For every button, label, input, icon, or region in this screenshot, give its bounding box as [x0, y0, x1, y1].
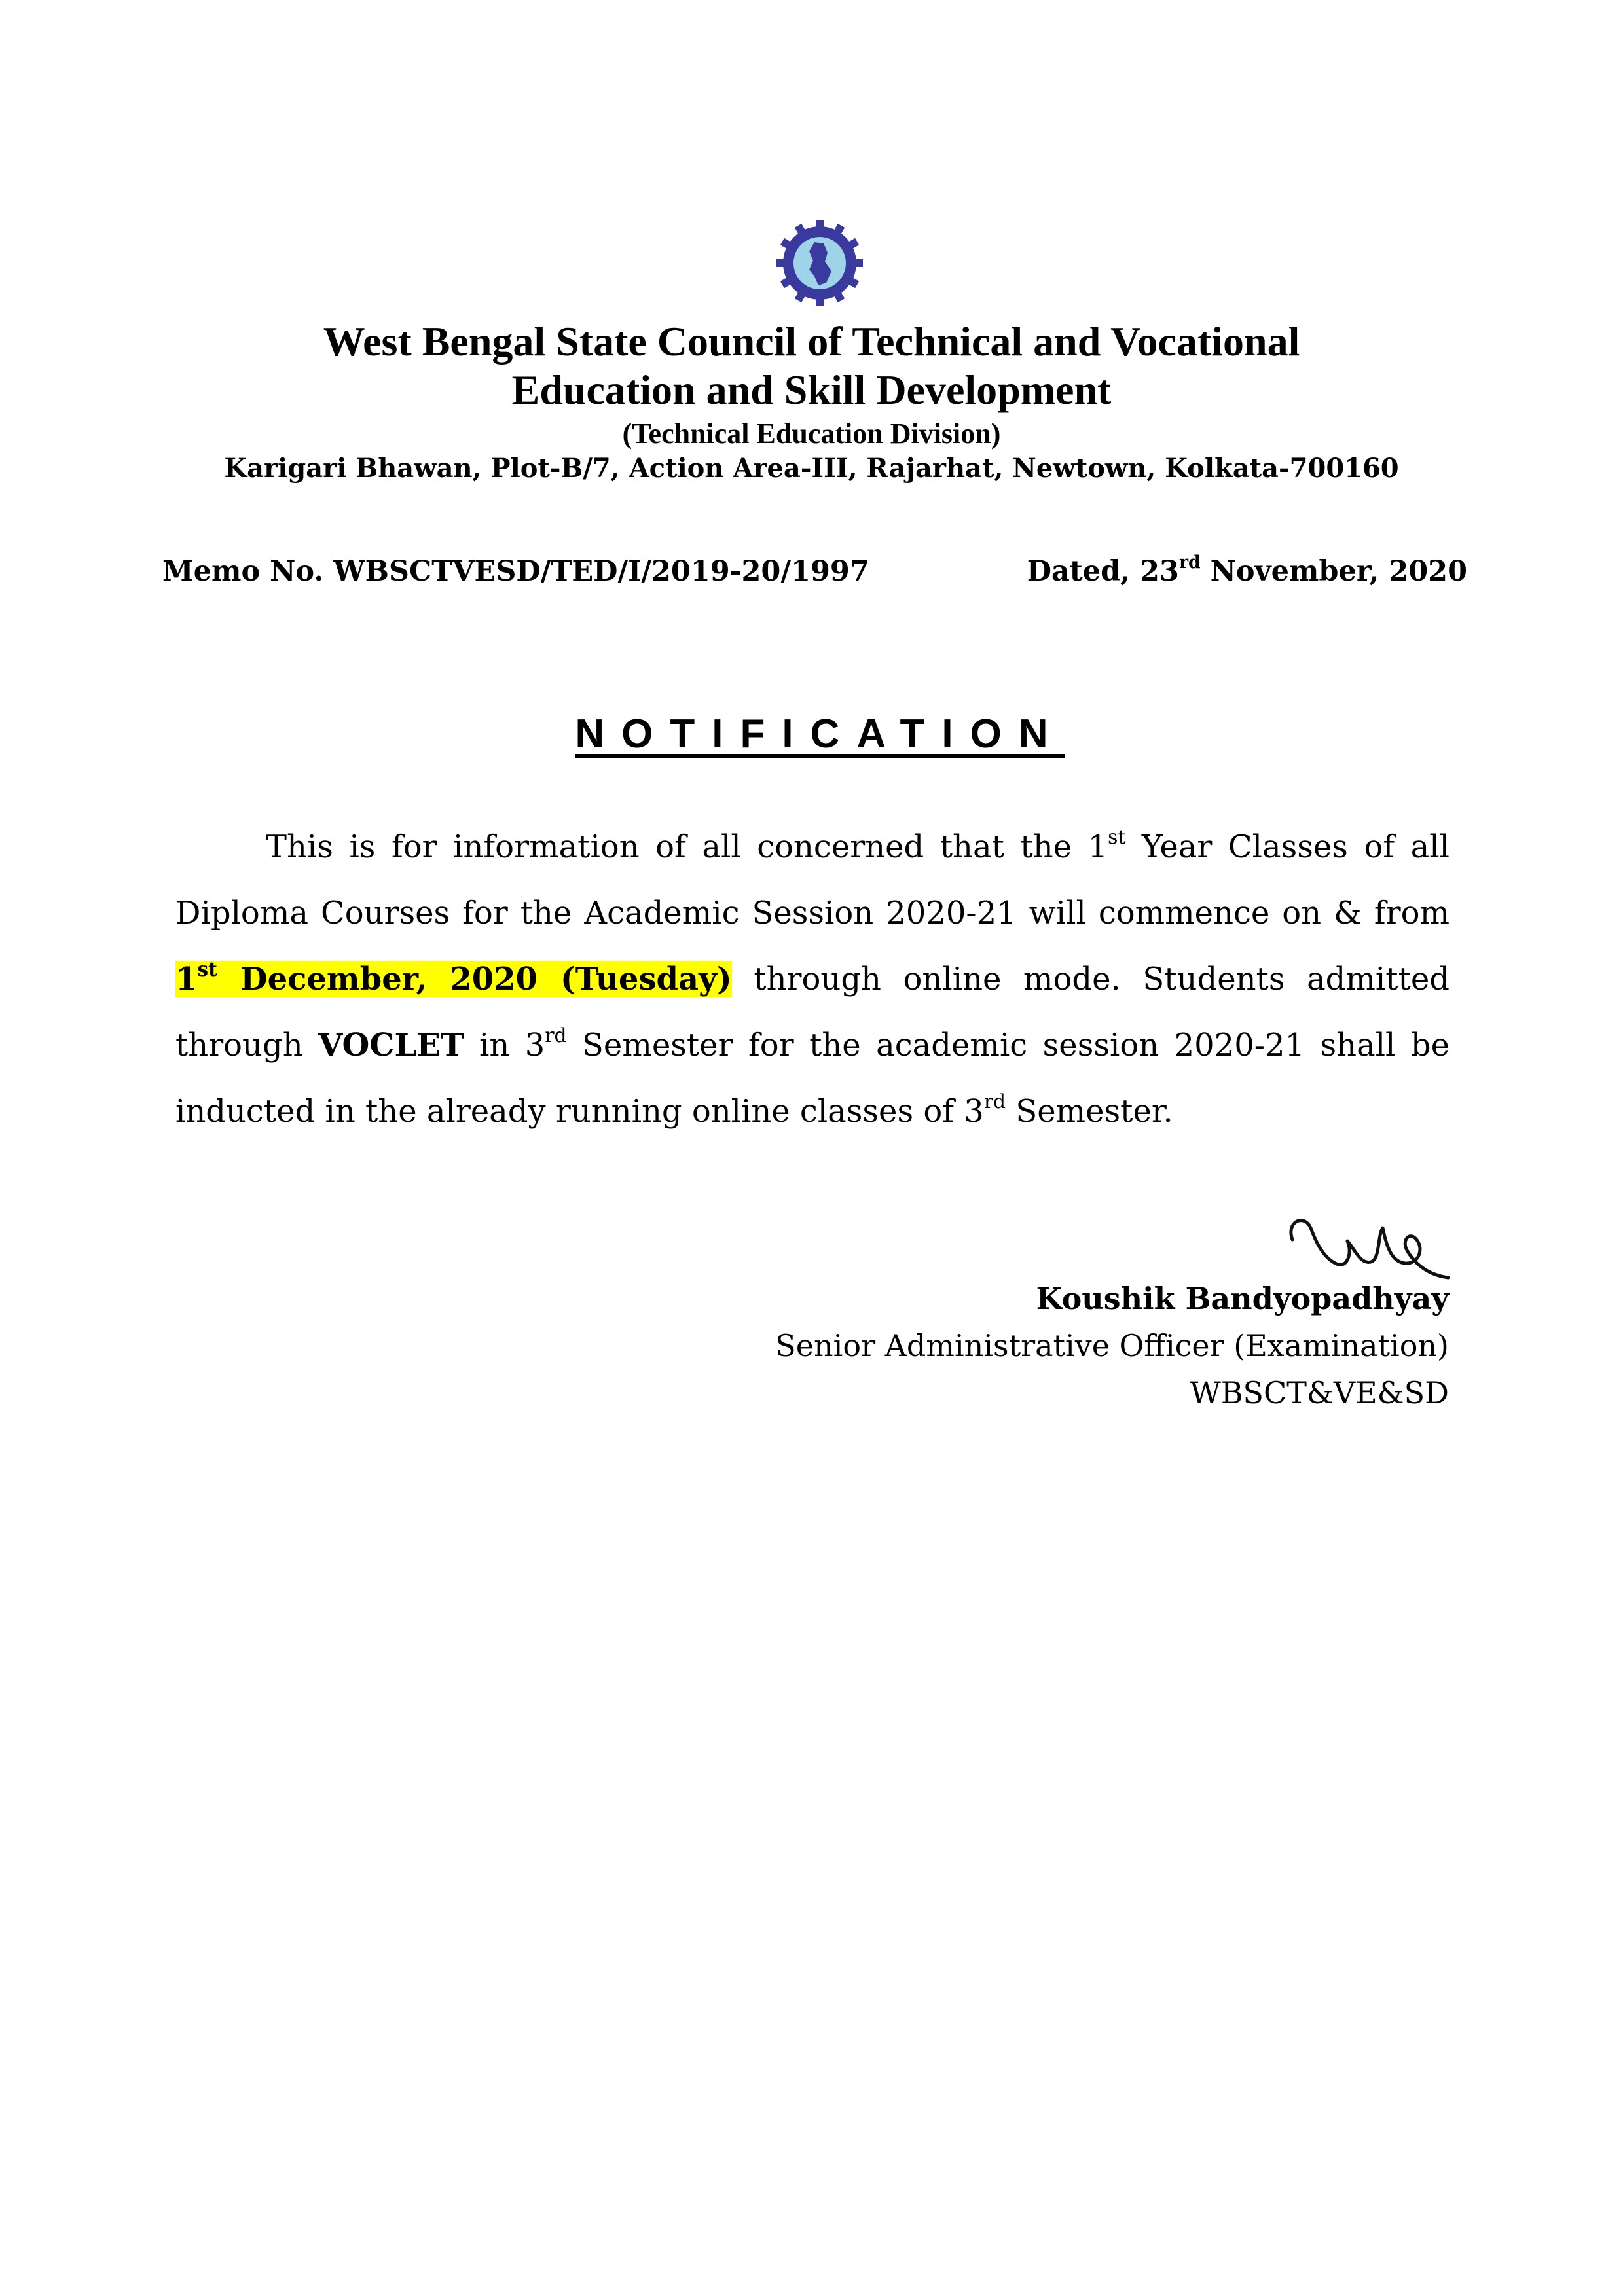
start-date-prefix: 1	[175, 961, 198, 997]
voclet-term: VOCLET	[318, 1027, 464, 1064]
signatory-name: Koushik Bandyopadhyay	[1036, 1281, 1449, 1316]
org-name-line2: Education and Skill Development	[511, 367, 1112, 413]
memo-date-suffix: November, 2020	[1200, 555, 1467, 588]
body-sup-1: st	[1108, 825, 1126, 849]
memo-date-prefix: Dated, 23	[1027, 555, 1179, 588]
body-text-3: through online mode. Students admitted through	[175, 961, 1450, 1064]
body-text-4: in 3	[464, 1027, 545, 1064]
body-sup-3: rd	[983, 1090, 1006, 1113]
notification-paragraph	[175, 814, 1450, 1145]
signature-image	[1285, 1202, 1455, 1287]
body-text-6: Semester.	[1006, 1093, 1173, 1130]
org-address: Karigari Bhawan, Plot-B/7, Action Area-III, Rajarhat, Newtown, Kolkata-700160	[224, 453, 1399, 484]
body-text-1: This is for information of all concerned that the 1	[266, 829, 1108, 865]
notification-title	[0, 708, 1623, 761]
body-text-5: Semester for the academic session 2020-21 shall be inducted in the already running online classes of 3	[175, 1027, 1450, 1130]
body-text-2: Year Classes of all Diploma Courses for the Academic Session 2020-21 will commence on & from	[175, 829, 1450, 931]
council-emblem-icon	[776, 220, 863, 306]
notification-body	[175, 814, 1450, 1145]
memo-number: Memo No. WBSCTVESD/TED/I/2019-20/1997	[162, 555, 869, 588]
signatory-org: WBSCT&VE&SD	[1190, 1375, 1449, 1410]
memo-date-sup: rd	[1178, 552, 1201, 573]
notification-title-text: NOTIFICATION	[575, 711, 1065, 757]
start-date-suffix: December, 2020 (Tuesday)	[217, 961, 732, 997]
highlighted-start-date	[175, 958, 732, 997]
memo-date	[1027, 554, 1467, 589]
signatory-role: Senior Administrative Officer (Examination)	[775, 1328, 1449, 1363]
start-date-sup: st	[197, 958, 217, 981]
org-division: (Technical Education Division)	[622, 418, 1001, 450]
body-sup-2: rd	[545, 1024, 567, 1047]
org-name-line1: West Bengal State Council of Technical and Vocational	[323, 318, 1300, 365]
